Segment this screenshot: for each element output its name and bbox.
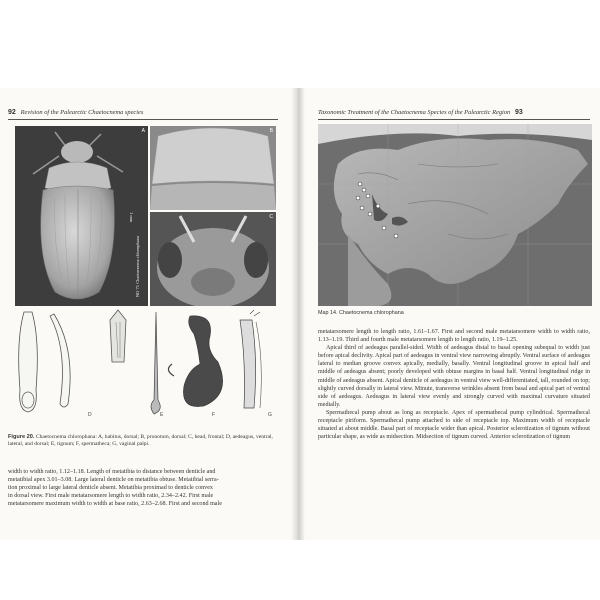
- map-illustration: [318, 124, 592, 306]
- map-record-point: [366, 194, 370, 198]
- map-record-point: [376, 204, 380, 208]
- left-page: [0, 88, 294, 540]
- map-record-point: [382, 226, 386, 230]
- figure-caption-text: Chaetocnema chlorophana: A, habitus, dorsal; B, pronotum, dorsal; C, head, frontal; D, aedeagus, ventral, lateral, and dorsal; E, tignum; F, spermatheca; G, vaginal palpi.: [8, 434, 273, 448]
- map-record-point: [368, 212, 372, 216]
- figure-caption: [8, 434, 280, 449]
- left-running-head: [8, 109, 143, 116]
- pronotum-illustration: [150, 126, 276, 210]
- scale-bar-label: 1 mm: [129, 212, 134, 223]
- panel-label-f: F: [212, 412, 216, 418]
- left-body-line: tion proximal to large lateral denticle absent. Metatibia proximad to denticle convex: [8, 485, 213, 492]
- right-paragraph: metatarsomere length to length ratio, 1.61–1.67. First and second male metatarsomere width to width ratio, 1.13–1.19. Third and fourth male metatarsomere length to length ratio, 1.19–1.25.: [318, 329, 590, 344]
- panel-label-c: C: [269, 214, 273, 220]
- right-paragraph: Apical third of aedeagus parallel-sided. Width of aedeagus distal to basal opening subequal to width just before apical declivity. Apical part of aedeagus in ventral view narrowing abruptly. Ventral surface of aedeagus lateral to median groove convex apically, medially, basally. Ventral longitudinal groove in apical half and middle of aedeagus absent; poorly developed with obtuse margins in basal half. Ventral longitudinal ridge in middle of aedeagus absent. Apical denticle of aedeagus in ventral view well-differentiated, tall, rounded on top; slightly curved dorsally in lateral view. Minute, transverse wrinkles absent from basal and apical part of ventral side of aedeagus. Aedeagus in lateral view evenly and strongly curved with maximal curvature situated medially.: [318, 345, 590, 408]
- left-body-line: width to width ratio, 1.12–1.18. Length of metatibia to distance between denticle and: [8, 469, 216, 475]
- left-running-title: Revision of the Palearctic Chaetocnema species: [20, 109, 144, 116]
- pronotum-photo: [150, 126, 276, 210]
- distribution-map: [318, 124, 592, 306]
- panel-label-a: A: [141, 128, 145, 134]
- left-body-line: metatibial apex 3.01–3.08. Large lateral denticle on metatibia obtuse. Metatibial serra-: [8, 477, 219, 484]
- head-photo: [150, 212, 276, 306]
- figure-caption-title: Figure 20.: [8, 434, 35, 440]
- genitalia-drawings: [14, 310, 284, 420]
- panel-label-g: G: [268, 412, 272, 418]
- map-record-point: [362, 188, 366, 192]
- left-header-rule: [8, 119, 278, 120]
- map-record-point: [394, 234, 398, 238]
- panel-label-d: D: [88, 412, 92, 418]
- left-page-number: 92: [8, 109, 16, 116]
- map-record-point: [360, 206, 364, 210]
- right-page: [300, 88, 600, 540]
- right-header-rule: [318, 119, 590, 120]
- right-page-number: 93: [515, 109, 523, 116]
- left-body-line: in dorsal view. First male metatarsomere length to width ratio, 2.34–2.42. First male: [8, 493, 214, 500]
- book-spread: [0, 88, 600, 540]
- specimen-label: NO 71 Chaetocnema chlorophana: [135, 236, 140, 298]
- right-running-head: [318, 109, 523, 116]
- right-body-text: [318, 328, 590, 441]
- right-running-title: Taxonomic Treatment of the Chaetocnema Species of the Palearctic Region: [318, 109, 511, 116]
- map-record-point: [356, 196, 360, 200]
- map-caption: Map 14. Chaetocnema chlorophana: [318, 310, 404, 316]
- panel-label-e: E: [160, 412, 164, 418]
- right-paragraph: Spermathecal pump about as long as receptacle. Apex of spermathecal pump cylindrical. Spermathecal receptacle piriform. Spermathecal pump attached to side of receptacle top. Maximum width of receptacle situated at about middle. Basal part of receptacle wider than apical. Posterior sclerotization of tignum without particular shape, as wide as midsection. Midsection of tignum curved. Anterior sclerotization of tignum: [318, 409, 590, 441]
- left-body-line: metatarsomere maximum width to width at base ratio, 2.63–2.68. First and second male: [8, 501, 222, 508]
- panel-label-b: B: [269, 128, 273, 134]
- left-body-text: [8, 468, 280, 508]
- map-record-point: [358, 182, 362, 186]
- head-illustration: [150, 212, 276, 306]
- habitus-photo: [15, 126, 148, 306]
